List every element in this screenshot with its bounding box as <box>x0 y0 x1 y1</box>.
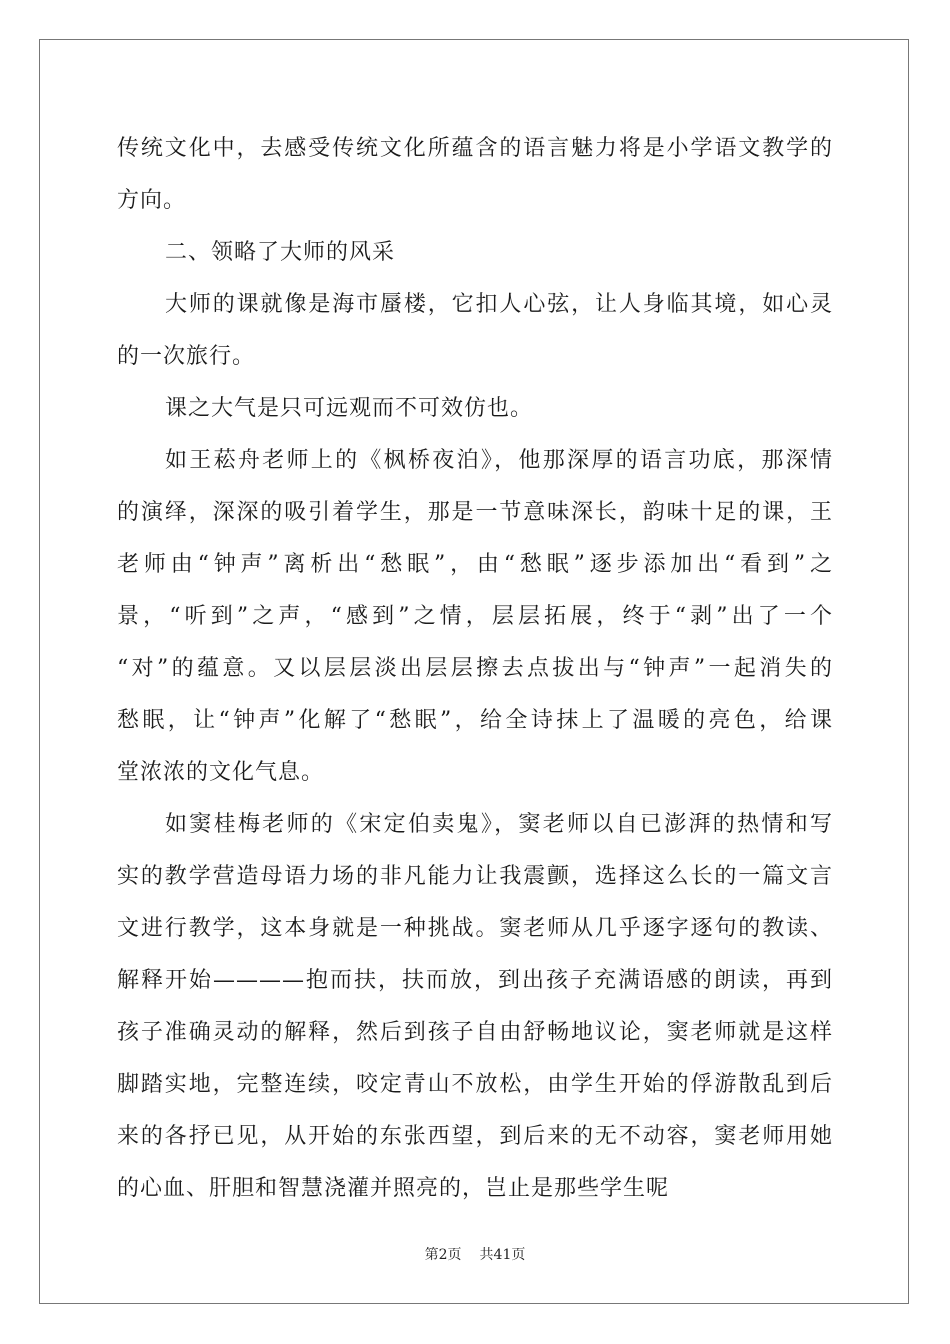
text-line: “对”的蕴意。又以层层淡出层层擦去点拔出与“钟声”一起消失的 <box>117 656 833 681</box>
text-line: 传统文化中，去感受传统文化所蕴含的语言魅力将是小学语文教学的 <box>117 136 833 161</box>
text-line: 孩子准确灵动的解释，然后到孩子自由舒畅地议论，窦老师就是这样 <box>117 1020 833 1045</box>
page-footer <box>0 1244 950 1264</box>
text-line: 方向。 <box>117 188 187 213</box>
text-line: 解释开始————抱而扶，扶而放，到出孩子充满语感的朗读，再到 <box>117 968 833 993</box>
text-line: 老师由“钟声”离析出“愁眠”，由“愁眠”逐步添加出“看到”之 <box>117 552 833 577</box>
text-line: 文进行教学，这本身就是一种挑战。窦老师从几乎逐字逐句的教读、 <box>117 916 833 941</box>
text-line: 的演绎，深深的吸引着学生，那是一节意味深长，韵味十足的课，王 <box>117 500 833 525</box>
text-line: 如窦桂梅老师的《宋定伯卖鬼》，窦老师以自已澎湃的热情和写 <box>165 812 833 837</box>
text-line: 如王菘舟老师上的《枫桥夜泊》，他那深厚的语言功底，那深情 <box>165 448 833 473</box>
text-line: 大师的课就像是海市蜃楼，它扣人心弦，让人身临其境，如心灵 <box>165 292 833 317</box>
text-line: 课之大气是只可远观而不可效仿也。 <box>165 396 534 421</box>
text-line: 景，“听到”之声，“感到”之情，层层拓展，终于“剥”出了一个 <box>117 604 833 629</box>
section-heading: 二、领略了大师的风采 <box>165 240 396 265</box>
text-line: 来的各抒已见，从开始的东张西望，到后来的无不动容，窦老师用她 <box>117 1124 833 1149</box>
text-line: 的心血、肝胆和智慧浇灌并照亮的，岂止是那些学生呢 <box>117 1176 670 1201</box>
text-line: 脚踏实地，完整连续，咬定青山不放松，由学生开始的俘游散乱到后 <box>117 1072 833 1097</box>
text-line: 堂浓浓的文化气息。 <box>117 760 325 785</box>
text-line: 实的教学营造母语力场的非凡能力让我震颤，选择这么长的一篇文言 <box>117 864 833 889</box>
page-total: 共41页 <box>479 1247 526 1263</box>
text-line: 愁眠，让“钟声”化解了“愁眠”，给全诗抹上了温暖的亮色，给课 <box>117 708 833 733</box>
text-line: 的一次旅行。 <box>117 344 256 369</box>
document-body <box>117 123 833 1215</box>
page-number: 第2页 <box>424 1247 462 1263</box>
